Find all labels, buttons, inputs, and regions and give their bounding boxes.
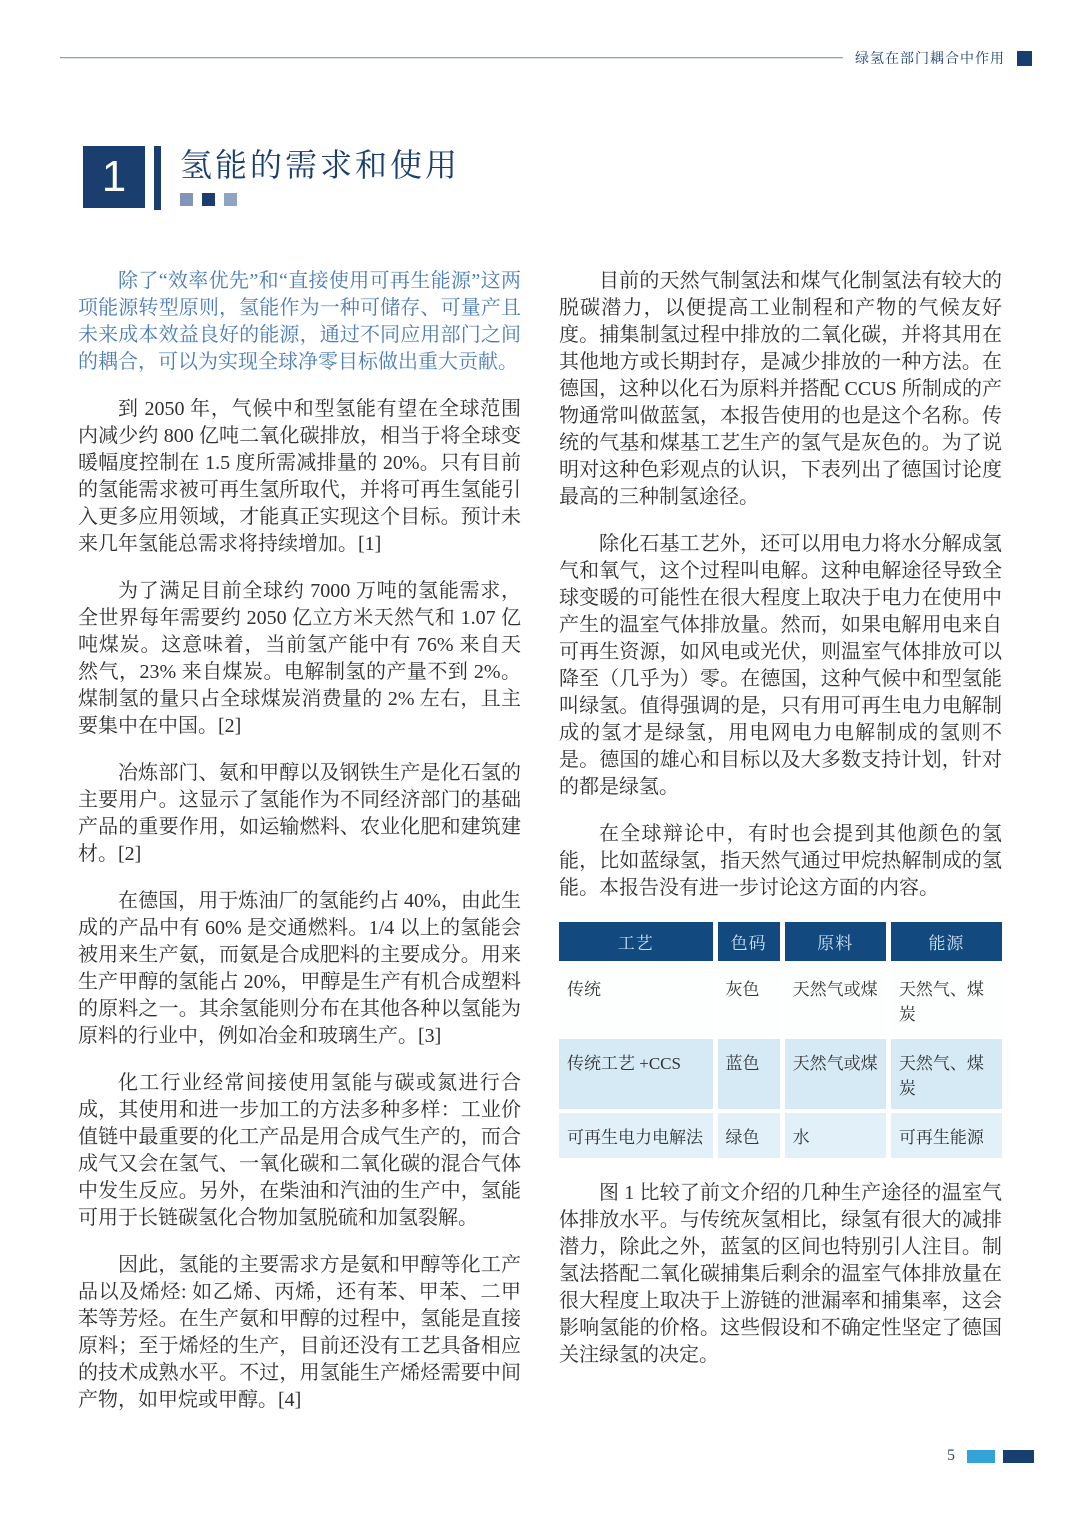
table-cell: 水	[785, 1113, 886, 1158]
table-header-cell: 色码	[718, 922, 780, 961]
table-cell: 传统	[559, 965, 713, 1035]
table-cell: 绿色	[718, 1113, 780, 1158]
paragraph: 图 1 比较了前文介绍的几种生产途径的温室气体排放水平。与传统灰氢相比，绿氢有很大的减排潜力，除此之外，蓝氢的区间也特别引人注目。制氢法搭配二氧化碳捕集后剩余的温室气体排放量在很大程度上取决于上游链的泄漏率和捕集率，这会影响氢能的价格。这些假设和不确定性坚定了德国关注绿氢的决定。	[559, 1182, 1002, 1366]
left-column	[78, 268, 521, 1434]
marker-square-icon	[202, 193, 215, 206]
table-cell: 传统工艺 +CCS	[559, 1039, 713, 1109]
table-header-cell: 工艺	[559, 922, 713, 961]
paragraph: 化工行业经常间接使用氢能与碳或氮进行合成，其使用和进一步加工的方法多种多样：工业价值链中最重要的化工产品是用合成气生产的，而合成气又会在氢气、一氧化碳和二氧化碳的混合气体中发生反应。另外，在柴油和汽油的生产中，氢能可用于长链碳氢化合物加氢脱硫和加氢裂解。	[78, 1072, 521, 1229]
production-pathways-table	[559, 922, 1002, 1158]
chapter-title-block	[180, 146, 460, 206]
table-header-cell: 原料	[785, 922, 886, 961]
header-marker-square-icon	[1017, 51, 1032, 66]
table-cell: 可再生能源	[891, 1113, 1002, 1158]
paragraph: 到 2050 年，气候中和型氢能有望在全球范围内减少约 800 亿吨二氧化碳排放，相当于将全球变暖幅度控制在 1.5 度所需减排量的 20%。只有目前的氢能需求被可再生氢所取代，并将可再生氢能引入更多应用领域，才能真正实现这个目标。预计未来几年氢能总需求将持续增加。[1]	[78, 398, 521, 555]
table-cell: 蓝色	[718, 1039, 780, 1109]
page-footer	[947, 1447, 1034, 1465]
table-cell: 天然气、煤炭	[891, 965, 1002, 1035]
table-cell: 天然气或煤	[785, 1039, 886, 1109]
table-header-cell: 能源	[891, 922, 1002, 961]
paragraph: 除了“效率优先”和“直接使用可再生能源”这两项能源转型原则，氢能作为一种可储存、可量产且未来成本效益良好的能源，通过不同应用部门之间的耦合，可以为实现全球净零目标做出重大贡献。	[78, 270, 521, 373]
table-cell: 灰色	[718, 965, 780, 1035]
paragraph: 因此，氢能的主要需求方是氨和甲醇等化工产品以及烯烃: 如乙烯、丙烯，还有苯、甲苯、二甲苯等芳烃。在生产氨和甲醇的过程中，氢能是直接原料；至于烯烃的生产，目前还没有工艺具备相应的技术成熟水平。不过，用氢能生产烯烃需要中间产物，如甲烷或甲醇。[4]	[78, 1254, 521, 1411]
header-rule	[60, 57, 843, 59]
page-header	[60, 48, 1032, 68]
footer-marker-light-icon	[967, 1450, 995, 1463]
marker-square-icon	[180, 193, 193, 206]
paragraph: 冶炼部门、氨和甲醇以及钢铁生产是化石氢的主要用户。这显示了氢能作为不同经济部门的基础产品的重要作用，如运输燃料、农业化肥和建筑建材。[2]	[78, 762, 521, 865]
table-cell: 天然气或煤	[785, 965, 886, 1035]
paragraph: 在德国，用于炼油厂的氢能约占 40%，由此生成的产品中有 60% 是交通燃料。1/4 以上的氢能会被用来生产氨，而氨是合成肥料的主要成分。用来生产甲醇的氢能占 20%，甲醇是生产有机合成塑料的原料之一。其余氢能则分布在其他各种以氢能为原料的行业中，例如冶金和玻璃生产。[3]	[78, 890, 521, 1047]
running-title: 绿氢在部门耦合中作用	[855, 50, 1005, 66]
paragraph: 为了满足目前全球约 7000 万吨的氢能需求，全世界每年需要约 2050 亿立方米天然气和 1.07 亿吨煤炭。这意味着，当前氢产能中有 76% 来自天然气，23% 来自煤炭。电解制氢的产量不到 2%。煤制氢的量只占全球煤炭消费量的 2% 左右，且主要集中在中国。[2]	[78, 580, 521, 737]
chapter-heading	[83, 146, 460, 210]
page-body	[78, 268, 1002, 1434]
footer-marker-dark-icon	[1003, 1450, 1034, 1463]
paragraph: 除化石基工艺外，还可以用电力将水分解成氢气和氧气，这个过程叫电解。这种电解途径导致全球变暖的可能性在很大程度上取决于电力在使用中产生的温室气体排放量。然而，如果电解用电来自可再生资源，如风电或光伏，则温室气体排放可以降至（几乎为）零。在德国，这种气候中和型氢能叫绿氢。值得强调的是，只有用可再生电力电解制成的氢才是绿氢，用电网电力电解制成的氢则不是。德国的雄心和目标以及大多数支持计划，针对的都是绿氢。	[559, 533, 1002, 798]
chapter-number-box	[83, 146, 145, 208]
chapter-title: 氢能的需求和使用	[180, 147, 461, 183]
marker-square-icon	[224, 193, 237, 206]
paragraph: 目前的天然气制氢法和煤气化制氢法有较大的脱碳潜力，以便提高工业制程和产物的气候友好度。捕集制氢过程中排放的二氧化碳，并将其用在其他地方或长期封存，是减少排放的一种方法。在德国，这种以化石为原料并搭配 CCUS 所制成的产物通常叫做蓝氢，本报告使用的也是这个名称。传统的气基和煤基工艺生产的氢气是灰色的。为了说明对这种色彩观点的认识，下表列出了德国讨论度最高的三种制氢途径。	[559, 270, 1002, 508]
page-number: 5	[947, 1447, 955, 1464]
table-cell: 天然气、煤炭	[891, 1039, 1002, 1109]
chapter-marker-squares	[180, 193, 460, 206]
right-column	[559, 268, 1002, 1434]
table-cell: 可再生电力电解法	[559, 1113, 713, 1158]
chapter-divider-bar	[154, 146, 161, 210]
paragraph: 在全球辩论中，有时也会提到其他颜色的氢能，比如蓝绿氢，指天然气通过甲烷热解制成的氢能。本报告没有进一步讨论这方面的内容。	[559, 823, 1002, 899]
chapter-number: 1	[101, 152, 127, 201]
